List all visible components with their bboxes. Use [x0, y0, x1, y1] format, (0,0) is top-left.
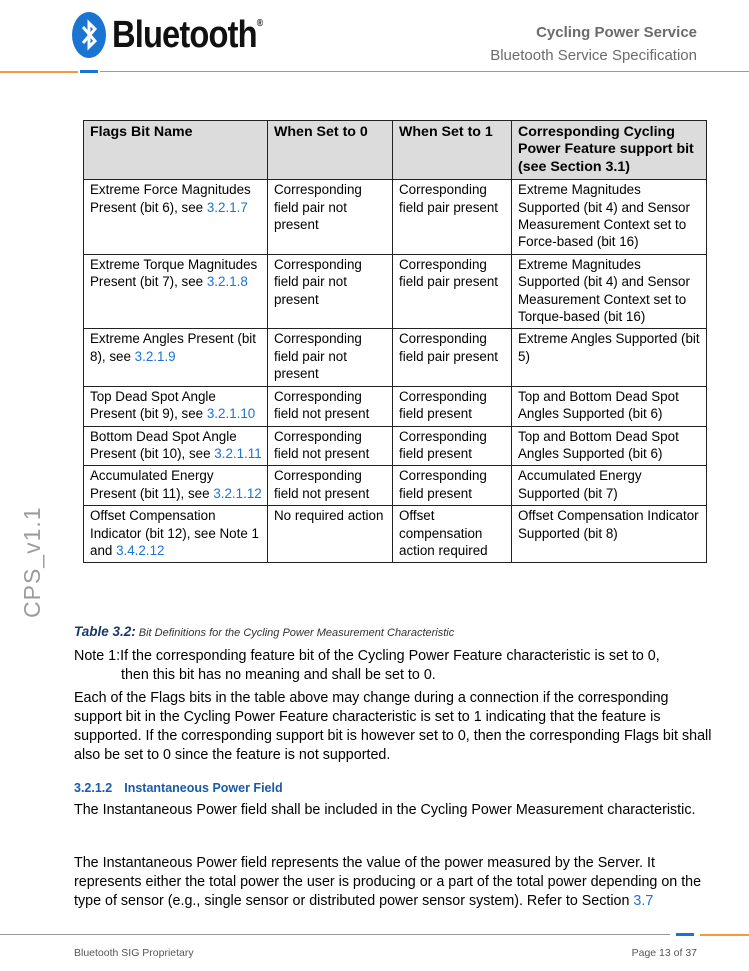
flag-name-cell: Extreme Torque Magnitudes Present (bit 7), see 3.2.1.8: [84, 254, 268, 329]
column-header: Flags Bit Name: [84, 121, 268, 180]
column-header: When Set to 1: [393, 121, 512, 180]
set-to-1-cell: Corresponding field pair present: [393, 329, 512, 386]
note-line-2: then this bit has no meaning and shall be set to 0.: [121, 667, 436, 683]
flag-name-cell: Extreme Angles Present (bit 8), see 3.2.1.9: [84, 329, 268, 386]
section-link[interactable]: 3.7: [633, 893, 654, 909]
set-to-0-cell: Corresponding field pair not present: [268, 180, 393, 255]
feature-bit-cell: Extreme Magnitudes Supported (bit 4) and Sensor Measurement Context set to Torque-based (bit 16): [512, 254, 707, 329]
header-rule-tab: [80, 70, 98, 73]
section-link[interactable]: 3.4.2.12: [116, 542, 165, 558]
flag-name-cell: Accumulated Energy Present (bit 11), see 3.2.1.12: [84, 466, 268, 506]
footer-rule-tab: [676, 933, 694, 936]
bluetooth-rune-icon: [72, 12, 106, 58]
flags-bit-table: [83, 120, 707, 563]
section-link[interactable]: 3.2.1.8: [206, 274, 248, 290]
table-row: [84, 180, 707, 255]
set-to-0-cell: Corresponding field not present: [268, 466, 393, 506]
set-to-1-cell: Corresponding field present: [393, 426, 512, 466]
table-header-row: [84, 121, 707, 180]
flag-name-cell: Extreme Force Magnitudes Present (bit 6), see 3.2.1.7: [84, 180, 268, 255]
feature-bit-cell: Extreme Magnitudes Supported (bit 4) and Sensor Measurement Context set to Force-based (bit 16): [512, 180, 707, 255]
flag-name-cell: Bottom Dead Spot Angle Present (bit 10), see 3.2.1.11: [84, 426, 268, 466]
caption-label: Table 3.2:: [74, 624, 136, 639]
set-to-0-cell: Corresponding field not present: [268, 426, 393, 466]
section-title: Instantaneous Power Field: [124, 781, 283, 795]
table-row: [84, 426, 707, 466]
note-line-1: If the corresponding feature bit of the Cycling Power Feature characteristic is set to 0,: [120, 648, 660, 664]
set-to-1-cell: Corresponding field present: [393, 386, 512, 426]
section-heading: [74, 781, 283, 795]
set-to-0-cell: Corresponding field not present: [268, 386, 393, 426]
column-header: When Set to 0: [268, 121, 393, 180]
set-to-0-cell: Corresponding field pair not present: [268, 254, 393, 329]
section-number: 3.2.1.2: [74, 781, 113, 795]
feature-bit-cell: Extreme Angles Supported (bit 5): [512, 329, 707, 386]
side-version-label: CPS_v1.1: [19, 506, 45, 618]
flag-name-cell: Offset Compensation Indicator (bit 12), see Note 1 and 3.4.2.12: [84, 506, 268, 563]
header-rule-accent: [0, 71, 78, 73]
header-rule: [100, 71, 749, 72]
column-header: Corresponding Cycling Power Feature support bit (see Section 3.1): [512, 121, 707, 180]
note-1: [74, 647, 714, 685]
section-link[interactable]: 3.2.1.11: [214, 445, 262, 461]
feature-bit-cell: Top and Bottom Dead Spot Angles Supported (bit 6): [512, 426, 707, 466]
table-row: [84, 329, 707, 386]
feature-bit-cell: Top and Bottom Dead Spot Angles Supported (bit 6): [512, 386, 707, 426]
feature-bit-cell: Accumulated Energy Supported (bit 7): [512, 466, 707, 506]
inclusion-paragraph: The Instantaneous Power field shall be included in the Cycling Power Measurement characteristic.: [74, 802, 696, 818]
section-link[interactable]: 3.2.1.9: [134, 348, 176, 364]
section-link[interactable]: 3.2.1.12: [213, 485, 262, 501]
flag-name-cell: Top Dead Spot Angle Present (bit 9), see 3.2.1.10: [84, 386, 268, 426]
table-row: [84, 254, 707, 329]
footer-rule: [0, 934, 670, 935]
logo-wordmark: Bluetooth®: [112, 13, 263, 56]
set-to-1-cell: Corresponding field pair present: [393, 180, 512, 255]
footer-page-number: Page 13 of 37: [631, 947, 697, 959]
table-caption: [74, 624, 454, 639]
caption-text: Bit Definitions for the Cycling Power Measurement Characteristic: [138, 627, 455, 639]
table-row: [84, 466, 707, 506]
set-to-0-cell: No required action: [268, 506, 393, 563]
section-link[interactable]: 3.2.1.7: [206, 199, 248, 215]
feature-bit-cell: Offset Compensation Indicator Supported (bit 8): [512, 506, 707, 563]
header-title: Cycling Power Service: [536, 24, 697, 41]
header-subtitle: Bluetooth Service Specification: [490, 47, 697, 64]
table-row: [84, 506, 707, 563]
set-to-1-cell: Corresponding field present: [393, 466, 512, 506]
footer-rule-accent: [700, 934, 749, 936]
bluetooth-logo: [72, 12, 287, 58]
footer-proprietary: Bluetooth SIG Proprietary: [74, 947, 194, 959]
set-to-1-cell: Corresponding field pair present: [393, 254, 512, 329]
section-link[interactable]: 3.2.1.10: [206, 406, 256, 422]
note-label: Note 1:: [74, 648, 121, 664]
definition-paragraph: The Instantaneous Power field represents the value of the power measured by the Server. It represents either the total power the user is producing or a part of the total power depending on the type of sensor (e.g., single sensor or distributed power sensor system). Refer to Section 3.7: [74, 855, 702, 909]
flags-paragraph: Each of the Flags bits in the table above may change during a connection if the corresponding support bit in the Cycling Power Feature characteristic is set to 1 indicating that the feature is supported. If the corresponding support bit is however set to 0, then the corresponding Flags bit shall also be set to 0 since the feature is not supported.: [74, 690, 712, 763]
set-to-0-cell: Corresponding field pair not present: [268, 329, 393, 386]
set-to-1-cell: Offset compensation action required: [393, 506, 512, 563]
table-row: [84, 386, 707, 426]
